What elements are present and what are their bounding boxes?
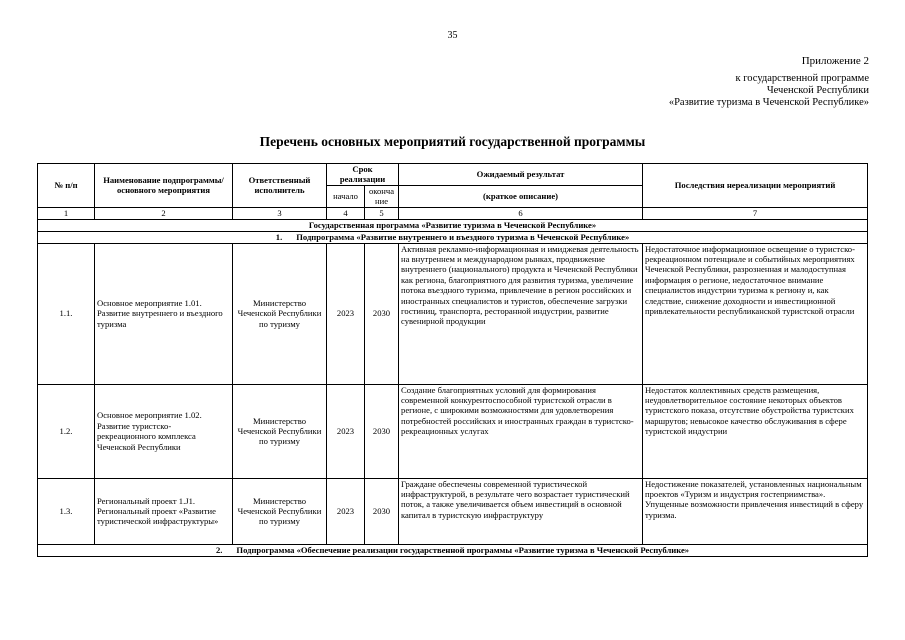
row-end: 2030: [365, 478, 399, 544]
document-title: Перечень основных мероприятий государственной программы: [259, 134, 646, 149]
row-name: Основное мероприятие 1.02. Развитие туристско-рекреационного комплекса Чеченской Республики: [95, 384, 233, 478]
column-number: 1: [38, 207, 95, 219]
program-title: Государственная программа «Развитие туризма в Чеченской Республике»: [38, 219, 868, 231]
row-consequences: Недостаток коллективных средств размещения, неудовлетворительное состояние некоторых объектов туристского показа, отсутствие обустройства туристских маршрутов; невысокое качество обслуживания в сфере туристской индустрии: [643, 384, 868, 478]
header-result: Ожидаемый результат: [399, 164, 643, 186]
program-row: [38, 219, 868, 231]
appendix-line: Чеченской Республики: [766, 85, 869, 96]
table-row: [38, 243, 868, 384]
row-start: 2023: [327, 243, 365, 384]
table-row: [38, 384, 868, 478]
row-start: 2023: [327, 384, 365, 478]
header-end: окончание: [365, 185, 399, 207]
subprogram-number: 2.: [215, 544, 223, 555]
header-start: начало: [327, 185, 365, 207]
header-consequences: Последствия нереализации мероприятий: [643, 164, 868, 208]
table-row: [38, 478, 868, 544]
appendix-line: «Развитие туризма в Чеченской Республике»: [668, 97, 869, 108]
subprogram-row-2: [38, 544, 868, 556]
row-start: 2023: [327, 478, 365, 544]
row-consequences: Недостижение показателей, установленных национальным проектов «Туризм и индустрия гостеприимства». Упущенные возможности привлечения инвестиций в сферу туризма.: [643, 478, 868, 544]
subprogram-title-text: Подпрограмма «Обеспечение реализации государственной программы «Развитие туризма в Чеченской Республике»: [236, 544, 690, 555]
row-num: 1.1.: [38, 243, 95, 384]
row-consequences: Недостаточное информационное освещение о туристско-рекреационном потенциале и событийных мероприятиях Чеченской Республики, разрозненная и малодоступная информация о регионе, недостаточное внимание специалистов индустрии туризма к региону и, как следствие, снижение доходности и инвестиционной привлекательности республиканской туристской отрасли: [643, 243, 868, 384]
header-responsible: Ответственный исполнитель: [233, 164, 327, 208]
row-name: Региональный проект 1.J1. Региональный проект «Развитие туристической инфраструктуры»: [95, 478, 233, 544]
header-name: Наименование подпрограммы/ основного мероприятия: [95, 164, 233, 208]
appendix-title: Приложение 2: [801, 55, 869, 67]
subprogram-number: 1.: [275, 231, 283, 242]
column-number: 5: [365, 207, 399, 219]
row-result: Активная рекламно-информационная и имиджевая деятельность на внутреннем и международном рынках, продвижение внутреннего (национального) продукта и Чеченской Республики как региона, благоприятного для развития туризма, увеличение потока въездного туризма, привлечение в регион российских и иностранных специалистов и туристов, обеспечение загрузки гостиниц, транспорта, ресторанной индустрии, развитие сувенирной продукции: [399, 243, 643, 384]
row-name: Основное мероприятие 1.01. Развитие внутреннего и въездного туризма: [95, 243, 233, 384]
subprogram-title: [38, 231, 868, 243]
subprogram-title-text: Подпрограмма «Развитие внутреннего и въездного туризма в Чеченской Республике»: [296, 231, 630, 242]
column-number: 4: [327, 207, 365, 219]
row-responsible: Министерство Чеченской Республики по туризму: [233, 384, 327, 478]
page-number: 35: [447, 30, 458, 41]
row-responsible: Министерство Чеченской Республики по туризму: [233, 243, 327, 384]
column-number: 6: [399, 207, 643, 219]
column-numbers-row: [38, 207, 868, 219]
row-result: Граждане обеспечены современной туристической инфраструктурой, в результате чего возрастает туристический поток, а также увеличивается объем инвестиций в основной капитал в туристскую инфраструктуру: [399, 478, 643, 544]
row-result: Создание благоприятных условий для формирования современной конкурентоспособной туристской отрасли в регионе, с широкими возможностями для удовлетворения потребностей российских и иностранных граждан в туристско-рекреационных услугах: [399, 384, 643, 478]
appendix-reference: [669, 73, 869, 109]
column-number: 3: [233, 207, 327, 219]
row-end: 2030: [365, 384, 399, 478]
subprogram-row-1: [38, 231, 868, 243]
row-num: 1.2.: [38, 384, 95, 478]
row-end: 2030: [365, 243, 399, 384]
row-num: 1.3.: [38, 478, 95, 544]
events-table: [37, 163, 868, 557]
appendix-line: к государственной программе: [735, 73, 869, 84]
column-number: 2: [95, 207, 233, 219]
column-number: 7: [643, 207, 868, 219]
header-num: № п/п: [38, 164, 95, 208]
row-responsible: Министерство Чеченской Республики по туризму: [233, 478, 327, 544]
header-period: Срок реализации: [327, 164, 399, 186]
subprogram-title: [38, 544, 868, 556]
header-result-sub: (краткое описание): [399, 185, 643, 207]
